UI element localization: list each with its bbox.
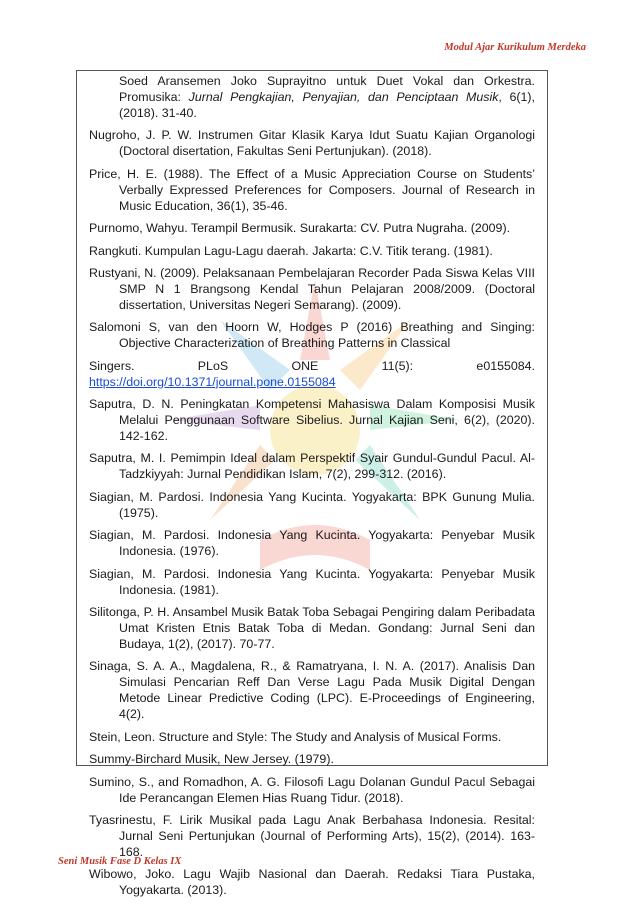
reference-text: Summy-Birchard Musik, New Jersey. (1979).: [89, 752, 334, 767]
reference-entry: [89, 221, 535, 237]
reference-text: Silitonga, P. H. Ansambel Musik Batak Toba Sebagai Pengiring dalam Peribadata Umat Kristen Etnis Batak Toba di Medan. Gondang: Jurnal Seni dan Budaya, 1(2), (2017). 70-77.: [89, 605, 535, 651]
reference-entry: [89, 451, 535, 483]
reference-text: Soed Aransemen Joko Suprayitno untuk Duet Vokal dan Orkestra. Promusika:: [119, 74, 535, 104]
reference-text: Salomoni S, van den Hoorn W, Hodges P (2016) Breathing and Singing: Objective Characterization of Breathing Patterns in Classical: [89, 320, 535, 351]
reference-text: Rangkuti. Kumpulan Lagu-Lagu daerah. Jakarta: C.V. Titik terang. (1981).: [89, 243, 493, 258]
reference-entry: [89, 659, 535, 723]
reference-entry: [89, 490, 535, 522]
reference-text: Price, H. E. (1988). The Effect of a Music Appreciation Course on Students’ Verbally Expressed Preferences for Composers. Journal of Research in Music Education, 36(1), 35-46.: [89, 166, 535, 213]
reference-text: Sinaga, S. A. A., Magdalena, R., & Ramatryana, I. N. A. (2017). Analisis Dan Simulasi Pencarian Reff Dan Verse Lagu Pada Musik Digital Dengan Metode Linear Predictive Coding (LPC). E-Proceedings of Engineering, 4(2).: [89, 659, 535, 722]
reference-entry: [89, 128, 535, 160]
reference-entry: [89, 867, 535, 899]
page-footer-title: Seni Musik Fase D Kelas IX: [58, 856, 182, 867]
reference-entry: [89, 813, 535, 861]
doi-link[interactable]: https://doi.org/10.1371/journal.pone.0155084: [89, 374, 336, 389]
reference-text: Siagian, M. Pardosi. Indonesia Yang Kucinta. Yogyakarta: BPK Gunung Mulia. (1975).: [89, 489, 535, 520]
reference-text: Purnomo, Wahyu. Terampil Bermusik. Surakarta: CV. Putra Nugraha. (2009).: [89, 221, 511, 236]
reference-text: Saputra, M. I. Pemimpin Ideal dalam Perspektif Syair Gundul-Gundul Pacul. Al-Tadzkiyyah: Jurnal Pendidikan Islam, 7(2), 299-312. (2016).: [89, 451, 535, 482]
reference-text: Nugroho, J. P. W. Instrumen Gitar Klasik Karya Idut Suatu Kajian Organologi (Doctoral disertation, Fakultas Seni Pertunjukan). (2018).: [89, 128, 535, 159]
reference-text: Wibowo, Joko. Lagu Wajib Nasional dan Daerah. Redaksi Tiara Pustaka, Yogyakarta. (2013).: [89, 867, 535, 898]
page-header-title: Modul Ajar Kurikulum Merdeka: [444, 42, 586, 53]
reference-text: Sumino, S., and Romadhon, A. G. Filosofi Lagu Dolanan Gundul Pacul Sebagai Ide Perancangan Elemen Hias Ruang Tidur. (2018).: [89, 774, 535, 805]
reference-text: Singers. PLoS ONE 11(5): e0155084.: [89, 358, 535, 373]
reference-entry: [89, 775, 535, 807]
reference-text: Stein, Leon. Structure and Style: The Study and Analysis of Musical Forms.: [89, 729, 502, 744]
reference-entry: [89, 266, 535, 314]
reference-entry: [89, 320, 535, 352]
reference-text: Siagian, M. Pardosi. Indonesia Yang Kucinta. Yogyakarta: Penyebar Musik Indonesia. (1976).: [89, 528, 535, 559]
reference-text-tail: , 6(1), (2018). 31-40.: [119, 89, 535, 120]
reference-entry: [89, 74, 535, 122]
reference-entry: [89, 730, 535, 746]
reference-entry: [89, 567, 535, 599]
reference-text: Siagian, M. Pardosi. Indonesia Yang Kucinta. Yogyakarta: Penyebar Musik Indonesia. (1981).: [89, 566, 535, 597]
reference-entry: [89, 244, 535, 260]
reference-text: Tyasrinestu, F. Lirik Musikal pada Lagu Anak Berbahasa Indonesia. Resital: Jurnal Seni Pertunjukan (Journal of Performing Arts), 15(2), (2014). 163-168.: [89, 813, 535, 859]
reference-entry: [89, 752, 535, 768]
reference-entry: [89, 528, 535, 560]
reference-entry: [89, 605, 535, 653]
reference-entry: [89, 397, 535, 445]
reference-text: Saputra, D. N. Peningkatan Kompetensi Mahasiswa Dalam Komposisi Musik Melalui Penggunaan Software Sibelius. Jurnal Kajian Seni, 6(2), (2020). 142-162.: [89, 397, 535, 443]
reference-entry: [89, 167, 535, 215]
reference-entry: [89, 359, 535, 391]
reference-text: Rustyani, N. (2009). Pelaksanaan Pembelajaran Recorder Pada Siswa Kelas VIII SMP N 1 Brangsong Kendal Tahun Pelajaran 2008/2009. (Doctoral dissertation, Universitas Negeri Semarang). (2009).: [89, 266, 535, 312]
reference-journal-title: Jurnal Pengkajian, Penyajian, dan Penciptaan Musik: [188, 89, 499, 104]
reference-list: [89, 74, 535, 906]
